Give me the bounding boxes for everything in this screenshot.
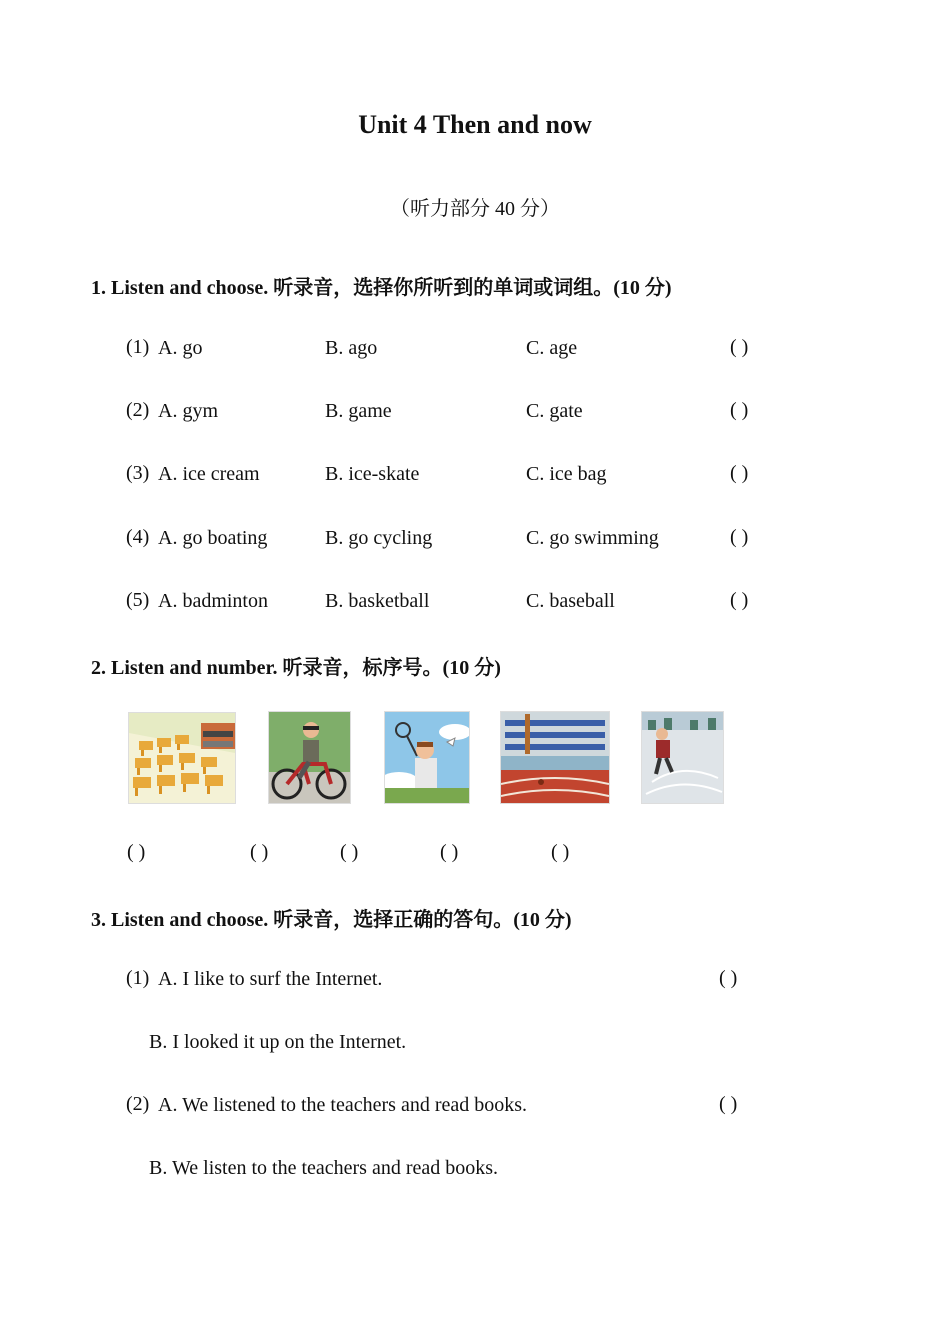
question-number: (2) bbox=[126, 399, 150, 421]
badminton-picture bbox=[384, 711, 470, 804]
option-a: A. gym bbox=[158, 400, 218, 422]
option-b: B. go cycling bbox=[325, 527, 433, 549]
option-c: C. baseball bbox=[526, 590, 615, 612]
option-b: B. game bbox=[325, 400, 392, 422]
option-a: A. We listened to the teachers and read books. bbox=[158, 1094, 528, 1116]
question-number: (2) bbox=[126, 1093, 150, 1115]
answer-blank[interactable]: ( ) bbox=[730, 526, 749, 548]
page-title: Unit 4 Then and now bbox=[358, 110, 592, 139]
option-a: A. go bbox=[158, 337, 203, 359]
section2-heading: 2. Listen and number. 听录音，标序号。(10 分) bbox=[91, 657, 501, 679]
ice-skating-picture bbox=[641, 711, 724, 804]
answer-blank[interactable]: ( ) bbox=[730, 336, 749, 358]
answer-blank[interactable]: ( ) bbox=[127, 841, 146, 863]
answer-blank[interactable]: ( ) bbox=[730, 462, 749, 484]
option-c: C. ice bag bbox=[526, 463, 607, 485]
answer-blank[interactable]: ( ) bbox=[730, 399, 749, 421]
answer-blank[interactable]: ( ) bbox=[730, 589, 749, 611]
option-b: B. ice-skate bbox=[325, 463, 420, 485]
stadium-picture bbox=[500, 711, 610, 804]
dining-hall-picture bbox=[128, 712, 236, 804]
option-b: B. I looked it up on the Internet. bbox=[149, 1031, 407, 1053]
section3-heading: 3. Listen and choose. 听录音，选择正确的答句。(10 分) bbox=[91, 909, 572, 931]
page-subtitle: （听力部分 40 分） bbox=[390, 198, 560, 220]
answer-blank[interactable]: ( ) bbox=[551, 841, 570, 863]
answer-blank[interactable]: ( ) bbox=[250, 841, 269, 863]
question-number: (1) bbox=[126, 336, 150, 358]
answer-blank[interactable]: ( ) bbox=[440, 841, 459, 863]
option-c: C. go swimming bbox=[526, 527, 659, 549]
question-number: (5) bbox=[126, 589, 150, 611]
option-c: C. gate bbox=[526, 400, 583, 422]
option-b: B. We listen to the teachers and read books. bbox=[149, 1157, 499, 1179]
option-a: A. go boating bbox=[158, 527, 268, 549]
answer-blank[interactable]: ( ) bbox=[719, 1093, 738, 1115]
section1-heading: 1. Listen and choose. 听录音，选择你所听到的单词或词组。(10 分) bbox=[91, 277, 672, 299]
cycling-picture bbox=[268, 711, 351, 804]
option-b: B. basketball bbox=[325, 590, 430, 612]
option-b: B. ago bbox=[325, 337, 378, 359]
answer-blank[interactable]: ( ) bbox=[340, 841, 359, 863]
question-number: (3) bbox=[126, 462, 150, 484]
answer-blank[interactable]: ( ) bbox=[719, 967, 738, 989]
option-a: A. badminton bbox=[158, 590, 268, 612]
question-number: (4) bbox=[126, 526, 150, 548]
option-c: C. age bbox=[526, 337, 578, 359]
option-a: A. I like to surf the Internet. bbox=[158, 968, 383, 990]
option-a: A. ice cream bbox=[158, 463, 260, 485]
question-number: (1) bbox=[126, 967, 150, 989]
